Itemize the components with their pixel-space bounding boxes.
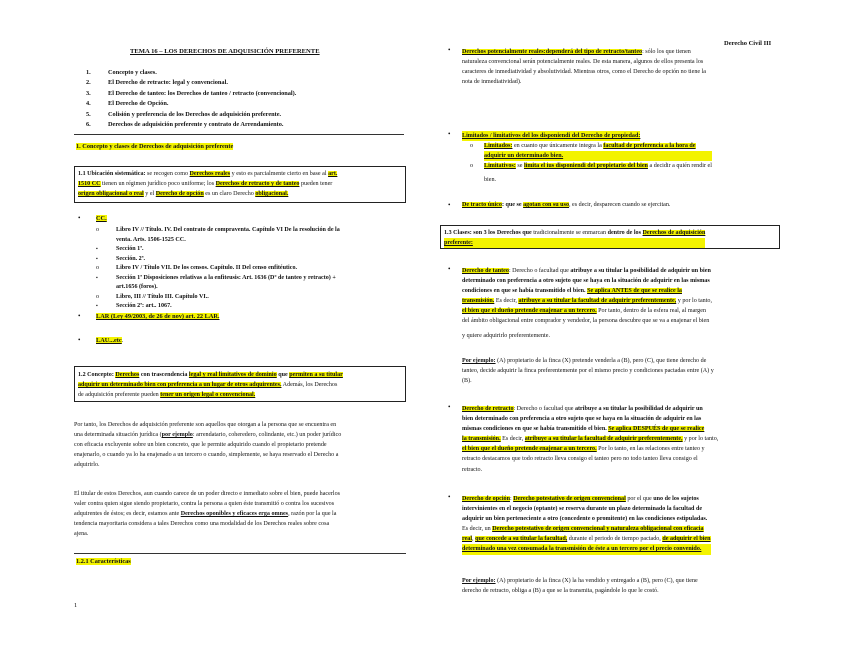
section-divider (74, 134, 404, 135)
block-derecho-opcion: Derecho de opción: Derecho potestativo de origen convencional por el que uno de los sujetos intervinientes en el negocio (optante) se reserva durante un plazo determinado la facultad de adquirir un bien perteneciente a otro (concedente o promitente) en las condiciones estipuladas. Es decir, un Derecho potestativo de origen convencional y naturaleza obligacional con eficacia real, que concede a su titular la facultad, durante el periodo de tiempo pactado, de adquirir el bien determinado una vez consumada la transmisión de éste a un tercero por el precio convenido. (462, 494, 711, 555)
cc-list (96, 226, 340, 312)
toc-item: 5. Colisión y preferencia de los Derechos de adquisición preferente. (86, 110, 282, 118)
toc-item: 6. Derechos de adquisición preferente y contrato de Arrendamiento. (86, 121, 284, 129)
list-item: o Limitativos: se limita el ius disponiendi del propietario del bien a decidir a quién rendir el (470, 163, 712, 169)
list-heading-cc: CC. (96, 215, 107, 222)
box-concepto: 1.2 Concepto: Derechos con trascendencia legal y real limitativos de dominio que permiten a su titular adquirir un determinado bien con preferencia a un lugar de otros adquirentes. Además, los Derechos de adquisición preferente pueden tener un origen legal o convencional. (74, 366, 406, 402)
bullet-icon: • (448, 493, 451, 501)
list-item: ▪ Sección 2ª: art.. 1067. (96, 303, 172, 309)
list-item: ▪ Sección. 2ª. (96, 255, 146, 262)
ejemplo-tanteo: Por ejemplo: (A) propietario de la finca (X) pretende venderla a (B), pero (C), que tiene derecho de tanteo, decide adquirir la finca preferentemente por el mismo precio y condiciones pactadas entre (A) y (B). (462, 358, 714, 384)
section-heading-121: 1.2.1 Características (76, 558, 131, 565)
box-clases: 1.3 Clases: son 3 los Derechos que tradicionalmente se enmarcan dentro de los Derechos de adquisición preferente: (440, 225, 780, 249)
list-item: o Libro, III // Título III. Capítulo VI.. (96, 293, 209, 300)
block-potencialmente-reales: Derechos potencialmente reales:dependerá del tipo de retracto/tanteo: sólo los que tienen naturaleza convencional serán potencialmente reales. De esta manera, algunos de ellos presenta los caracteres de inmediatividad y absolutividad. Mientras otros, como el Derecho de opción no tiene la nota de inmediatividad). (462, 49, 707, 85)
list-item: art.1656 (foros). (116, 284, 158, 290)
paragraph-por-tanto: Por tanto, los Derechos de adquisición preferente son aquellos que otorgan a la persona que se encuentra en una determinada situación jurídica (por ejemplo: arrendatario, coheredero, colindante, etc.) un poder jurídico con eficacia excluyente sobre un bien concreto, que le permite adquirido cuando el propietario pretende enajenarlo, o cuando ya lo ha enajenado a un tercero o cuando, simplemente, se haya reservado el Derecho a adquirirlo. (74, 422, 342, 468)
list-item: o Libro IV // Título. IV. Del contrato de compraventa. Capítulo VI De la resolución de la (96, 227, 340, 233)
list-item: o Libro IV / Título VII. De los censos. Capítulo. II Del censo enfitéutico. (96, 265, 298, 271)
document-title: TEMA 16 – LOS DERECHOS DE ADQUISICIÓN PREFERENTE (130, 48, 320, 55)
bullet-icon: • (78, 336, 81, 344)
block-derecho-retracto: Derecho de retracto: Derecho o facultad que atribuye a su titular la posibilidad de adquirir un bien determinado con preferencia a otro sujeto que se haya en la situación de adquirir en las mismas condiciones en que se había transmitido el bien. Se aplica DESPUÉS de que se realice la transmisión. Es decir, atribuye a su titular la facultad de adquirir preferentemente, y por lo tanto, el bien que el dueño pretende enajenar a un tercero. Por lo tanto, en las relaciones entre tanteo y retracto destacamos que todo retracto lleva consigo el tanteo pero no todo tanteo lleva consigo el retracto. (462, 406, 719, 473)
list-item: o Limitados: en cuanto que únicamente integra la facultad de preferencia a la hora de (470, 143, 696, 149)
section-divider (74, 553, 406, 554)
toc-item: 2. El Derecho de retracto: legal y convencional. (86, 79, 228, 87)
page-number: 1 (74, 602, 78, 609)
box-ubicacion: 1.1 Ubicación sistemática: se recogen como Derechos reales y esto es parcialmente cierto en base al art. 1510 CC tienen un régimen jurídico poco uniforme; los Derechos de retracto y de tanteo pueden tener origen obligacional o real y el Derecho de opción es un claro Derecho obligacional. (74, 166, 406, 203)
block-derecho-tanteo: Derecho de tanteo: Derecho o facultad que atribuye a su titular la posibilidad de adquirir un bien determinado con preferencia a otro sujeto que se haya en la situación de adquirir en las mismas condiciones en que se había transmitido el bien. Se aplica ANTES de que se realice la transmisión. Es decir, atribuye a su titular la facultad de adquirir preferentemente, y por lo tanto, el bien que el dueño pretende enajenar a un tercero. Por tanto, dentro de la esfera real, al margen del ámbito obligacional entre comprador y vendedor, la persona descubre que se va a enajenar el bien y quiere adquirirlo preferentemente. (462, 268, 712, 339)
bullet-icon: • (78, 214, 81, 222)
list-item-lau: LAU...etc. (96, 337, 124, 344)
bullet-icon: • (448, 265, 451, 273)
toc-item: 4. El Derecho de Opción. (86, 100, 169, 108)
section-heading-1: 1. Concepto y clases de Derechos de adquisición preferente (76, 143, 234, 150)
bullet-icon: • (448, 201, 451, 209)
paragraph-titular: El titular de estos Derechos, aun cuando carece de un poder directo e inmediato sobre el bien, puede hacerlos valer contra quien sigue siendo propietario, contra la persona a quien éste transmitió o contra los sucesivos adquirentes de éstos; es decir, estamos ante Derechos oponibles y eficaces erga omnes, razón por la que la tendencia mayoritaria considera a tales Derechos como una modalidad de los Derechos reales sobre cosa ajena. (74, 491, 340, 537)
list-item: ▪ Sección 1ª Disposiciones relativas a la enfiteusis: Art. 1636 (Dº de tanteo y retracto) + (96, 274, 336, 281)
table-of-contents (86, 68, 296, 130)
ejemplo-retracto: Por ejemplo: (A) propietario de la finca (X) la ha vendido y entregado a (B), pero (C), que tiene derecho de retracto, obliga a (B) a que se la transmita, pagándole lo que le costó. (462, 578, 698, 594)
toc-item: 1. Concepto y clases. (86, 69, 157, 76)
block-tracto-unico: De tracto único: que se agotan con su uso, es decir, desparecen cuando se ejercitan. (462, 202, 671, 208)
list-item: ▪ Sección 1ª. (96, 246, 144, 252)
bullet-icon: • (448, 130, 451, 138)
bullet-icon: • (448, 46, 451, 54)
bullet-icon: • (78, 312, 81, 320)
bullet-icon: • (448, 403, 451, 411)
list-item: venta. Arts. 1506-1525 CC. (116, 236, 186, 243)
block-limitados-list: o Limitados: en cuanto que únicamente integra la facultad de preferencia a la hora de adquirir un determinado bien. o Limitativos: se limita el ius disponiendi del propietario del bien a decidir a quién rendir el bien. (470, 143, 712, 183)
list-item-lar: LAR (Ley 49/2003, de 26 de nov) art. 22 LAR. (96, 313, 220, 320)
toc-item: 3. El Derecho de tanteo: los Derechos de tanteo / retracto (convencional). (86, 89, 297, 97)
page-header: Derecho Civil III (724, 40, 772, 47)
block-limitados: Limitados / limitativos del los disponiendi del Derecho de propiedad: (462, 133, 641, 139)
